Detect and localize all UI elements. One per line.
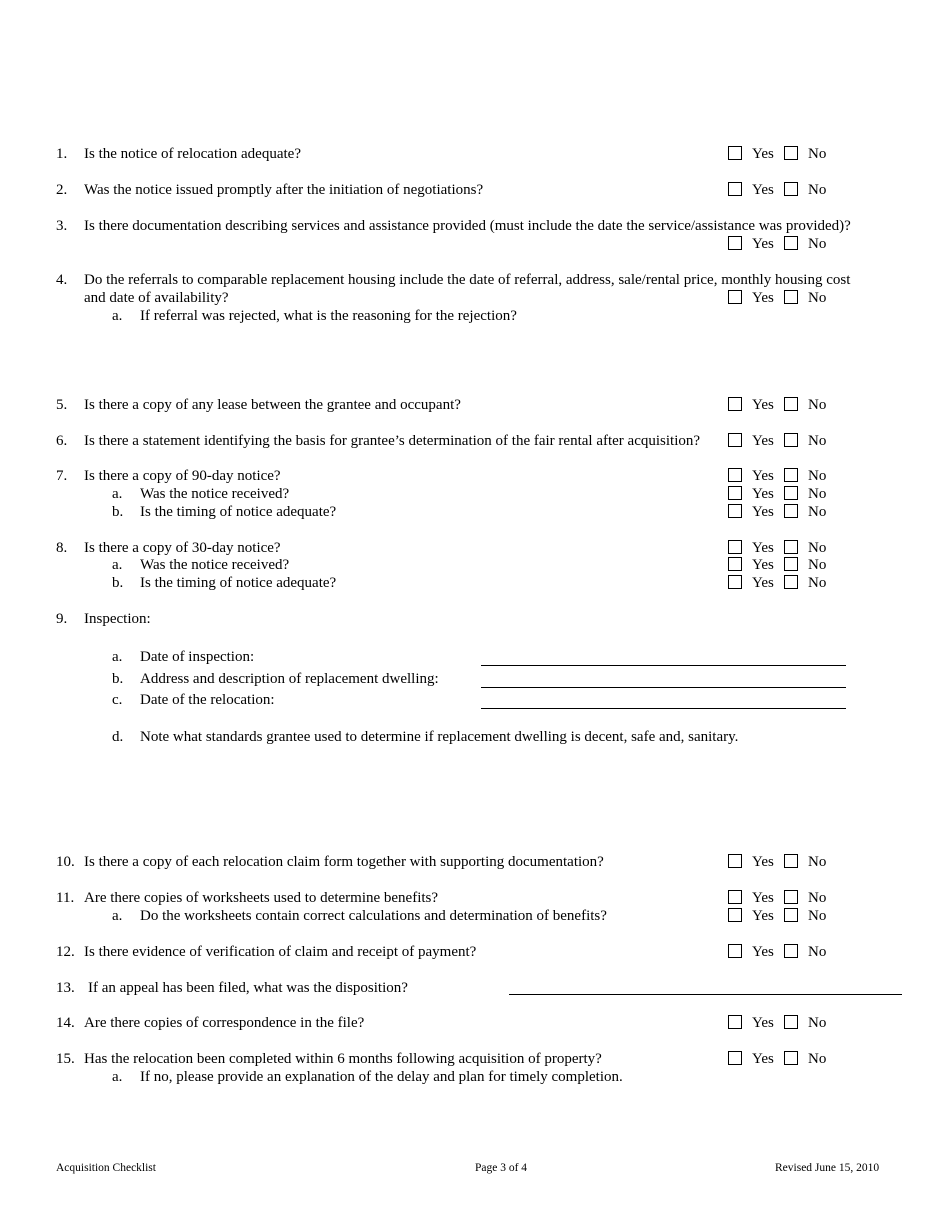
no-label: No [808, 397, 827, 413]
question-text: Are there copies of worksheets used to determine benefits? [84, 890, 439, 906]
sub-question-text: Note what standards grantee used to determine if replacement dwelling is decent, safe and, sanitary. [140, 729, 739, 745]
sub-letter: d. [112, 729, 124, 745]
sub-question-text: Is the timing of notice adequate? [140, 575, 337, 591]
yes-checkbox[interactable] [728, 486, 742, 500]
no-checkbox[interactable] [784, 468, 798, 482]
sub-question-text: If referral was rejected, what is the reasoning for the rejection? [140, 308, 517, 324]
relocation-date-line[interactable] [481, 708, 846, 709]
question-text: Do the referrals to comparable replacement housing include the date of referral, address, sale/rental price, monthly housing cost [84, 272, 851, 288]
question-text: Inspection: [84, 611, 151, 627]
question-number: 7. [56, 468, 68, 484]
sub-letter: b. [112, 504, 124, 520]
yes-checkbox[interactable] [728, 236, 742, 250]
no-checkbox[interactable] [784, 575, 798, 589]
yes-label: Yes [752, 486, 774, 502]
question-number: 5. [56, 397, 68, 413]
question-number: 9. [56, 611, 68, 627]
sub-letter: b. [112, 671, 124, 687]
question-number: 13. [56, 980, 75, 996]
question-text: Is there a copy of each relocation claim form together with supporting documentation? [84, 854, 604, 870]
question-text: Has the relocation been completed within 6 months following acquisition of property? [84, 1051, 602, 1067]
no-checkbox[interactable] [784, 540, 798, 554]
sub-letter: c. [112, 692, 123, 708]
no-checkbox[interactable] [784, 890, 798, 904]
no-checkbox[interactable] [784, 1015, 798, 1029]
yes-label: Yes [752, 1051, 774, 1067]
yes-label: Yes [752, 575, 774, 591]
yes-label: Yes [752, 290, 774, 306]
yes-label: Yes [752, 468, 774, 484]
yes-checkbox[interactable] [728, 146, 742, 160]
no-label: No [808, 504, 827, 520]
question-number: 8. [56, 540, 68, 556]
no-checkbox[interactable] [784, 854, 798, 868]
no-checkbox[interactable] [784, 182, 798, 196]
no-label: No [808, 290, 827, 306]
sub-question-text: Is the timing of notice adequate? [140, 504, 337, 520]
yes-label: Yes [752, 236, 774, 252]
yes-checkbox[interactable] [728, 944, 742, 958]
sub-letter: a. [112, 649, 123, 665]
question-number: 12. [56, 944, 75, 960]
sub-letter: a. [112, 908, 123, 924]
question-text: If an appeal has been filed, what was the disposition? [88, 980, 408, 996]
yes-checkbox[interactable] [728, 1051, 742, 1065]
question-number: 2. [56, 182, 68, 198]
no-label: No [808, 890, 827, 906]
question-text: Is there a copy of 90-day notice? [84, 468, 281, 484]
yes-label: Yes [752, 557, 774, 573]
no-label: No [808, 575, 827, 591]
inspection-date-line[interactable] [481, 665, 846, 666]
yes-checkbox[interactable] [728, 290, 742, 304]
no-label: No [808, 486, 827, 502]
no-label: No [808, 146, 827, 162]
replacement-dwelling-line[interactable] [481, 687, 846, 688]
question-text: Is there a statement identifying the basis for grantee’s determination of the fair rental after acquisition? [84, 433, 701, 449]
no-label: No [808, 468, 827, 484]
no-label: No [808, 182, 827, 198]
yes-checkbox[interactable] [728, 468, 742, 482]
no-checkbox[interactable] [784, 397, 798, 411]
yes-checkbox[interactable] [728, 182, 742, 196]
yes-label: Yes [752, 908, 774, 924]
sub-letter: a. [112, 1069, 123, 1085]
sub-question-text: Do the worksheets contain correct calculations and determination of benefits? [140, 908, 607, 924]
appeal-disposition-line[interactable] [509, 994, 902, 995]
question-text: Was the notice issued promptly after the initiation of negotiations? [84, 182, 484, 198]
yes-label: Yes [752, 433, 774, 449]
question-text: Are there copies of correspondence in the file? [84, 1015, 365, 1031]
yes-label: Yes [752, 1015, 774, 1031]
yes-checkbox[interactable] [728, 854, 742, 868]
yes-checkbox[interactable] [728, 908, 742, 922]
sub-question-text: Address and description of replacement dwelling: [140, 671, 439, 687]
question-text-continued: and date of availability? [84, 290, 229, 306]
yes-label: Yes [752, 854, 774, 870]
yes-label: Yes [752, 540, 774, 556]
yes-label: Yes [752, 146, 774, 162]
no-checkbox[interactable] [784, 236, 798, 250]
no-label: No [808, 944, 827, 960]
no-label: No [808, 908, 827, 924]
no-label: No [808, 433, 827, 449]
no-checkbox[interactable] [784, 504, 798, 518]
no-checkbox[interactable] [784, 486, 798, 500]
no-label: No [808, 1051, 827, 1067]
question-number: 6. [56, 433, 68, 449]
question-number: 14. [56, 1015, 75, 1031]
question-number: 3. [56, 218, 68, 234]
no-checkbox[interactable] [784, 944, 798, 958]
question-text: Is there a copy of 30-day notice? [84, 540, 281, 556]
sub-question-text: Date of inspection: [140, 649, 255, 665]
no-checkbox[interactable] [784, 433, 798, 447]
yes-checkbox[interactable] [728, 575, 742, 589]
yes-label: Yes [752, 890, 774, 906]
no-checkbox[interactable] [784, 557, 798, 571]
footer-page-number: Page 3 of 4 [475, 1162, 528, 1174]
question-text: Is there documentation describing services and assistance provided (must include the date the service/assistance was provided)? [84, 218, 851, 234]
no-checkbox[interactable] [784, 146, 798, 160]
yes-checkbox[interactable] [728, 540, 742, 554]
no-label: No [808, 854, 827, 870]
question-number: 4. [56, 272, 68, 288]
no-label: No [808, 540, 827, 556]
yes-checkbox[interactable] [728, 433, 742, 447]
yes-checkbox[interactable] [728, 890, 742, 904]
no-label: No [808, 1015, 827, 1031]
question-text: Is there a copy of any lease between the grantee and occupant? [84, 397, 461, 413]
sub-letter: a. [112, 557, 123, 573]
yes-checkbox[interactable] [728, 1015, 742, 1029]
no-checkbox[interactable] [784, 1051, 798, 1065]
sub-letter: a. [112, 308, 123, 324]
question-text: Is the notice of relocation adequate? [84, 146, 301, 162]
question-text: Is there evidence of verification of claim and receipt of payment? [84, 944, 477, 960]
yes-label: Yes [752, 944, 774, 960]
footer-document-title: Acquisition Checklist [56, 1162, 156, 1174]
footer-revision-date: Revised June 15, 2010 [775, 1162, 880, 1174]
yes-label: Yes [752, 397, 774, 413]
yes-label: Yes [752, 182, 774, 198]
question-number: 10. [56, 854, 75, 870]
yes-label: Yes [752, 504, 774, 520]
question-number: 15. [56, 1051, 75, 1067]
no-label: No [808, 236, 827, 252]
sub-letter: b. [112, 575, 124, 591]
yes-checkbox[interactable] [728, 504, 742, 518]
sub-question-text: Was the notice received? [140, 557, 290, 573]
no-checkbox[interactable] [784, 908, 798, 922]
no-label: No [808, 557, 827, 573]
sub-question-text: Date of the relocation: [140, 692, 275, 708]
no-checkbox[interactable] [784, 290, 798, 304]
sub-question-text: Was the notice received? [140, 486, 290, 502]
sub-letter: a. [112, 486, 123, 502]
question-number: 11. [56, 890, 75, 906]
question-number: 1. [56, 146, 68, 162]
sub-question-text: If no, please provide an explanation of the delay and plan for timely completion. [140, 1069, 623, 1085]
yes-checkbox[interactable] [728, 557, 742, 571]
yes-checkbox[interactable] [728, 397, 742, 411]
